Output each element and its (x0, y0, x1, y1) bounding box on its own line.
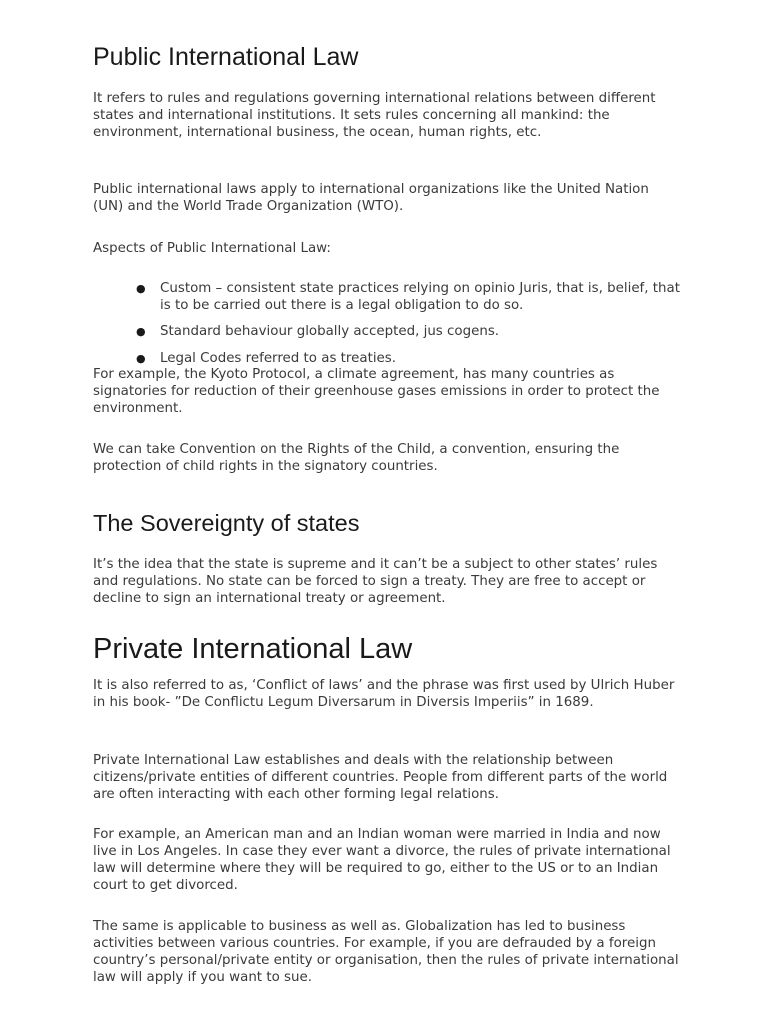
paragraph-definition: It refers to rules and regulations governing international relations between different states and international institutions. It sets rules concerning all mankind: the environment, international business, the ocean, human rights, etc. (93, 91, 656, 140)
bullet-icon: ● (136, 282, 146, 295)
paragraph-divorce-example: For example, an American man and an Indian woman were married in India and now live in Los Angeles. In case they ever want a divorce, the rules of private international law will determine where they will be required to go, either to the US or to an Indian court to get divorced. (93, 827, 671, 893)
bullet-icon: ● (136, 352, 146, 365)
heading-sovereignty: The Sovereignty of states (93, 510, 360, 536)
paragraph-kyoto-example: For example, the Kyoto Protocol, a climate agreement, has many countries as signatories for reduction of their greenhouse gases emissions in order to protect the environment. (93, 367, 660, 416)
paragraph-business-example: The same is applicable to business as well as. Globalization has led to business activities between various countries. For example, if you are defrauded by a foreign country’s personal/private entity or organisation, then the rules of private international law will apply if you want to sue. (93, 919, 679, 985)
aspects-list (93, 280, 693, 367)
paragraph-relationships: Private International Law establishes and deals with the relationship between citizens/private entities of different countries. People from different parts of the world are often interacting with each other forming legal relations. (93, 753, 668, 802)
heading-public-international-law: Public International Law (93, 43, 359, 71)
heading-private-international-law: Private International Law (93, 633, 413, 665)
paragraph-child-rights: We can take Convention on the Rights of the Child, a convention, ensuring the protection of child rights in the signatory countries. (93, 442, 620, 474)
list-item-text: Custom – consistent state practices relying on opinio Juris, that is, belief, that is to be carried out there is a legal obligation to do so. (160, 281, 680, 313)
bullet-icon: ● (136, 325, 146, 338)
list-item-text: Legal Codes referred to as treaties. (160, 351, 397, 366)
paragraph-conflict-of-laws: It is also referred to as, ‘Conflict of laws’ and the phrase was first used by Ulrich Huber in his book- ”De Conflictu Legum Diversarum in Diversis Imperiis” in 1689. (93, 678, 675, 710)
list-item (93, 280, 680, 314)
list-item-text: Standard behaviour globally accepted, jus cogens. (160, 324, 500, 339)
list-item (93, 350, 680, 367)
paragraph-organizations: Public international laws apply to international organizations like the United Nation (UN) and the World Trade Organization (WTO). (93, 182, 649, 214)
paragraph-sovereignty: It’s the idea that the state is supreme and it can’t be a subject to other states’ rules and regulations. No state can be forced to sign a treaty. They are free to accept or decline to sign an international treaty or agreement. (93, 557, 658, 606)
list-item (93, 323, 680, 340)
paragraph-aspects-intro: Aspects of Public International Law: (93, 241, 331, 256)
